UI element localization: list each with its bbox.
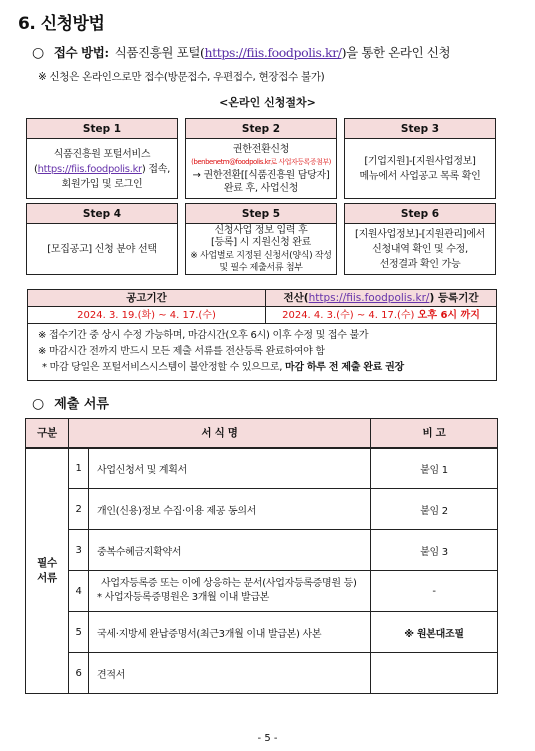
- step-6-line3: 선정결과 확인 가능: [379, 259, 461, 270]
- table-row: [26, 571, 498, 612]
- register-period-value: 2024. 4. 3.(수) ~ 4. 17.(수) 오후 6시 까지: [282, 310, 480, 321]
- step-2-title: Step 2: [186, 119, 336, 139]
- step-4-title: Step 4: [27, 204, 177, 224]
- row-number: 5: [69, 612, 89, 653]
- section-heading: 6. 신청방법: [18, 14, 105, 34]
- step-4-box: [26, 203, 178, 275]
- doc-remark: 붙임 2: [371, 489, 498, 530]
- doc-name: 사업신청서 및 계획서: [89, 448, 371, 489]
- step-5-box: [185, 203, 337, 275]
- step-6-line1: [지원사업정보]-[지원관리]에서: [354, 229, 486, 240]
- register-portal-link[interactable]: https://fiis.foodpolis.kr/: [308, 292, 430, 304]
- table-row: [26, 448, 498, 489]
- step-1-title: Step 1: [27, 119, 177, 139]
- step-1-link[interactable]: https://fiis.foodpolis.kr: [37, 163, 142, 175]
- doc-name: 개인(신용)정보 수집·이용 제공 동의서: [89, 489, 371, 530]
- table-row: [26, 653, 498, 694]
- header-remark: 비 고: [371, 419, 498, 448]
- category-cell: 필수 서류: [26, 448, 69, 694]
- step-5-line3: ※ 사업별로 지정된 신청서(양식) 작성: [190, 250, 332, 261]
- method-text-before: 식품진흥원 포털(: [114, 45, 205, 60]
- step-3-title: Step 3: [345, 119, 495, 139]
- step-3-box: [344, 118, 496, 199]
- step-4-line1: [모집공고] 신청 분야 선택: [47, 244, 157, 255]
- row-number: 6: [69, 653, 89, 694]
- doc-name: 견적서: [89, 653, 371, 694]
- step-6-box: [344, 203, 496, 275]
- step-3-line1: [기업지원]-[지원사업정보]: [364, 156, 476, 167]
- step-2-box: [185, 118, 337, 199]
- step-2-email-note: (benbenetm@foodpolis.kr로 사업자등록증첨부): [191, 158, 331, 166]
- period-notes: [38, 328, 404, 376]
- required-documents-table: [25, 418, 498, 694]
- step-1-line1: 식품진흥원 포털서비스: [53, 148, 151, 160]
- step-3-line2: 메뉴에서 사업공고 목록 확인: [359, 171, 481, 182]
- step-6-title: Step 6: [345, 204, 495, 224]
- documents-section-title: ○ 제출 서류: [32, 396, 109, 412]
- step-5-line4: 및 필수 제출서류 첨부: [219, 263, 303, 273]
- announce-period-label: 공고기간: [28, 290, 266, 306]
- online-only-note: ※ 신청은 온라인으로만 접수(방문접수, 우편접수, 현장접수 불가): [38, 71, 325, 83]
- doc-name: 국세·지방세 완납증명서(최근3개월 이내 발급본) 사본: [89, 612, 371, 653]
- period-note-1: ※ 접수기간 중 상시 수정 가능하며, 마감시간(오후 6시) 이후 수정 및 접수 불가: [38, 330, 369, 341]
- application-method: [32, 43, 450, 61]
- row-number: 1: [69, 448, 89, 489]
- header-category: 구분: [26, 419, 69, 448]
- step-2-line3: 완료 후, 사업신청: [223, 183, 299, 194]
- doc-remark: 붙임 3: [371, 530, 498, 571]
- step-5-line2: [등록] 시 지원신청 완료: [210, 237, 312, 248]
- doc-remark: [371, 653, 498, 694]
- method-label: 접수 방법:: [53, 45, 109, 60]
- step-1-line2: (https://fiis.foodpolis.kr) 접속,: [34, 163, 170, 175]
- doc-remark: -: [371, 571, 498, 612]
- doc-remark: ※ 원본대조필: [371, 612, 498, 653]
- step-5-title: Step 5: [186, 204, 336, 224]
- step-2-line2: → 권한전환[[식품진흥원 담당자]: [192, 170, 330, 181]
- doc-remark: 붙임 1: [371, 448, 498, 489]
- table-row: [26, 530, 498, 571]
- step-1-line3: 회원가입 및 로그인: [61, 178, 143, 190]
- step-6-line2: 신청내역 확인 및 수정,: [372, 244, 468, 255]
- procedure-title: <온라인 신청절차>: [219, 96, 316, 109]
- table-row: [26, 612, 498, 653]
- step-5-line1: 신청사업 정보 입력 후: [214, 224, 308, 236]
- row-number: 4: [69, 571, 89, 612]
- page-number: - 5 -: [257, 733, 278, 744]
- announce-period-value: 2024. 3. 19.(화) ~ 4. 17.(수): [28, 307, 266, 323]
- step-2-line1: 권한전환신청: [232, 144, 290, 155]
- step-1-box: [26, 118, 178, 199]
- register-deadline: 오후 6시 까지: [417, 310, 480, 321]
- row-number: 2: [69, 489, 89, 530]
- header-form-name: 서 식 명: [69, 419, 371, 448]
- circle-bullet-icon: ○: [32, 45, 44, 61]
- row-number: 3: [69, 530, 89, 571]
- doc-name: 사업자등록증 또는 이에 상응하는 문서(사업자등록증명원 등) * 사업자등록증명원은 3개월 이내 발급본: [89, 571, 371, 612]
- register-period-label: 전산(https://fiis.foodpolis.kr/) 등록기간: [283, 292, 479, 304]
- doc-name: 중복수혜금지확약서: [89, 530, 371, 571]
- period-note-2: ※ 마감시간 전까지 반드시 모든 제출 서류를 전산등록 완료하여야 함: [38, 346, 325, 357]
- portal-link[interactable]: https://fiis.foodpolis.kr/: [204, 45, 342, 60]
- circle-bullet-icon: ○: [32, 396, 45, 412]
- period-note-3: * 마감 당일은 포털서비스시스템이 불안정할 수 있으므로, 마감 하루 전 제출 완료 권장: [42, 362, 404, 373]
- method-text-after: )을 통한 온라인 신청: [341, 45, 451, 60]
- table-row: [26, 489, 498, 530]
- application-period-box: [27, 289, 497, 381]
